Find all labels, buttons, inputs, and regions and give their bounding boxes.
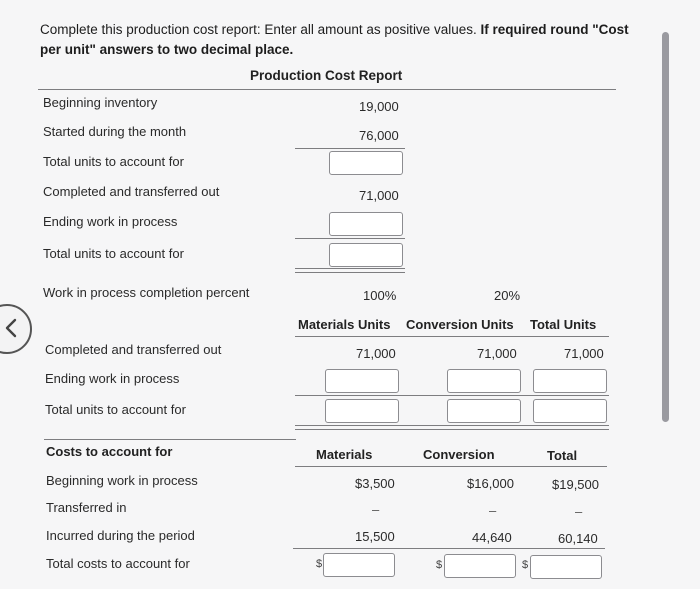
completed-label: Completed and transferred out	[43, 184, 220, 199]
equiv-total-conversion-input[interactable]	[447, 399, 521, 423]
completion-conversion-pct: 20%	[494, 288, 521, 303]
instructions	[40, 20, 629, 60]
cost-total-label: Total costs to account for	[46, 556, 190, 571]
instructions-line1-bold: If required round "Cost	[480, 22, 629, 37]
total-units-input-2[interactable]	[329, 243, 403, 267]
chevron-left-icon	[4, 318, 18, 338]
header-conversion-units: Conversion Units	[406, 317, 514, 332]
equiv-total-materials-input[interactable]	[325, 399, 399, 423]
completed-value: 71,000	[359, 188, 399, 203]
started-value: 76,000	[359, 128, 399, 143]
cost-total-total-input[interactable]	[530, 555, 602, 579]
back-button[interactable]	[0, 304, 32, 354]
total-units-label-2: Total units to account for	[43, 246, 184, 261]
total-units-input-1[interactable]	[329, 151, 403, 175]
instructions-line2-bold: per unit" answers to two decimal place.	[40, 42, 294, 57]
total-units-label-1: Total units to account for	[43, 154, 184, 169]
cost-beginning-materials: $3,500	[355, 476, 395, 491]
equiv-double-line	[295, 425, 609, 430]
equiv-header-line	[295, 336, 609, 337]
beginning-inventory-label: Beginning inventory	[43, 95, 158, 110]
cost-total-materials-dollar: $	[316, 558, 323, 570]
header-materials-units: Materials Units	[298, 317, 391, 332]
equiv-ending-conversion-input[interactable]	[447, 369, 521, 393]
units-subtotal-line	[295, 148, 405, 149]
cost-incurred-label: Incurred during the period	[46, 528, 195, 543]
units-double-line	[295, 268, 405, 273]
equiv-subtotal-line	[295, 395, 609, 396]
equiv-ending-materials-input[interactable]	[325, 369, 399, 393]
cost-beginning-total: $19,500	[552, 477, 599, 492]
completion-label: Work in process completion percent	[43, 285, 250, 300]
cost-total-conversion-dollar: $	[436, 559, 443, 571]
cost-total-conversion-input[interactable]	[444, 554, 516, 578]
cost-transferred-total: –	[575, 504, 583, 519]
costs-header-conversion: Conversion	[423, 447, 495, 462]
title-underline	[38, 89, 616, 90]
equiv-completed-conversion: 71,000	[477, 346, 517, 361]
units-total-line	[295, 238, 405, 239]
cost-transferred-materials: –	[372, 502, 380, 517]
cost-total-materials-input[interactable]	[323, 553, 395, 577]
costs-header-total: Total	[547, 448, 578, 463]
costs-header-materials: Materials	[316, 447, 373, 462]
cost-incurred-total: 60,140	[558, 531, 598, 546]
equiv-ending-label: Ending work in process	[45, 371, 180, 386]
costs-section-top-line	[44, 439, 296, 440]
cost-beginning-conversion: $16,000	[467, 476, 514, 491]
cost-incurred-materials: 15,500	[355, 529, 395, 544]
cost-incurred-conversion: 44,640	[472, 530, 512, 545]
report-title: Production Cost Report	[250, 68, 403, 83]
cost-total-total-dollar: $	[522, 559, 529, 571]
costs-section-label: Costs to account for	[46, 444, 173, 459]
cost-transferred-conversion: –	[489, 503, 497, 518]
equiv-completed-total: 71,000	[564, 346, 604, 361]
equiv-total-total-input[interactable]	[533, 399, 607, 423]
equiv-ending-total-input[interactable]	[533, 369, 607, 393]
cost-transferred-label: Transferred in	[46, 500, 127, 515]
costs-header-line	[295, 466, 607, 467]
vertical-scrollbar[interactable]	[662, 32, 669, 422]
ending-wip-label: Ending work in process	[43, 214, 178, 229]
equiv-completed-label: Completed and transferred out	[45, 342, 222, 357]
equiv-completed-materials: 71,000	[356, 346, 396, 361]
cost-beginning-label: Beginning work in process	[46, 473, 198, 488]
beginning-inventory-value: 19,000	[359, 99, 399, 114]
completion-materials-pct: 100%	[363, 288, 397, 303]
header-total-units: Total Units	[530, 317, 597, 332]
ending-wip-input[interactable]	[329, 212, 403, 236]
costs-subtotal-line	[293, 548, 605, 549]
instructions-line1-normal: Complete this production cost report: Enter all amount as positive values.	[40, 22, 481, 37]
started-label: Started during the month	[43, 124, 187, 139]
equiv-total-label: Total units to account for	[45, 402, 186, 417]
